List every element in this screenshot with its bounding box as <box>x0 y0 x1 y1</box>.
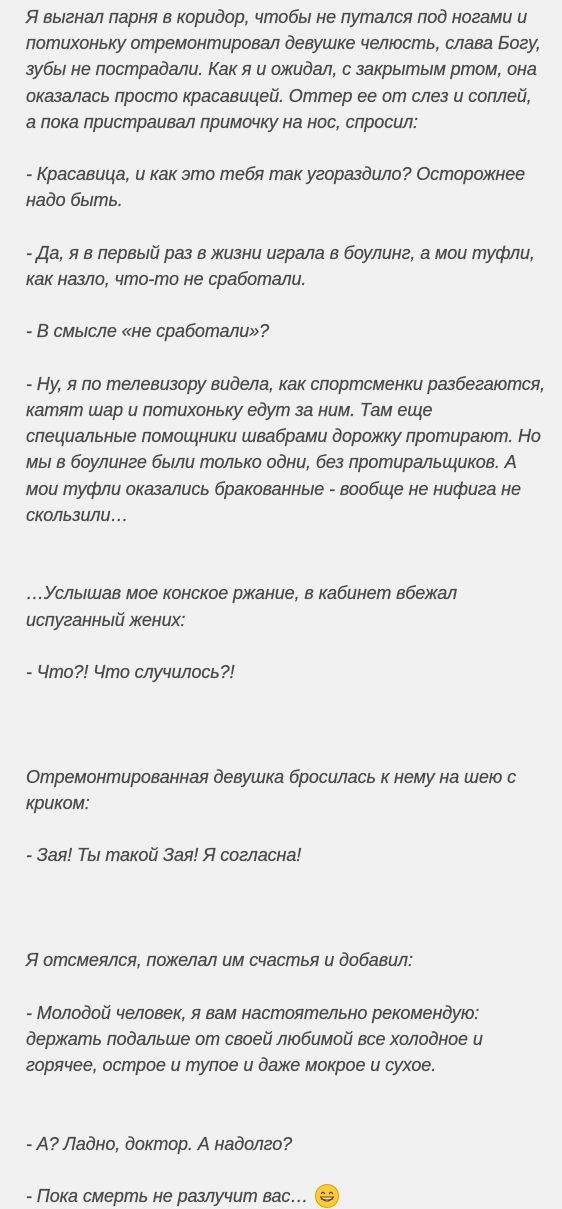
dialogue-line: - Зая! Ты такой Зая! Я согласна! <box>26 845 302 866</box>
story-text <box>26 4 546 1209</box>
paragraph-groom-question: - А? Ладно, доктор. А надолго? <box>26 1133 293 1154</box>
final-line: - Пока смерть не разлучит вас… <box>26 1186 309 1206</box>
paragraph-doctor-clarify: - В смысле «не сработали»? <box>26 321 270 342</box>
paragraph-intro: Я выгнал парня в коридор, чтобы не путался под ногами и потихоньку отремонтировал девушке челюсть, слава Богу, зубы не пострадали. Как я и ожидал, с закрытым ртом, она оказалась просто красавицей. Оттер ее от слез и соплей, а пока пристраивал примочку на нос, спросил: <box>26 7 541 132</box>
grinning-face-icon <box>314 1183 340 1209</box>
paragraph-final <box>26 1183 546 1209</box>
paragraph-girl-answer: - Да, я в первый раз в жизни играла в боулинг, а мои туфли, как назло, что-то не сработали. <box>26 242 535 289</box>
dialogue-line: - Молодой человек, я вам настоятельно рекомендую: держать подальше от своей любимой все холодное и горячее, острое и тупое и даже мокрое и сухое. <box>26 1002 483 1076</box>
paragraph-girl-hugs <box>26 738 546 895</box>
narration-line: Отремонтированная девушка бросилась к нему на шею с криком: <box>26 766 516 813</box>
dialogue-line: - Что?! Что случилось?! <box>26 662 235 682</box>
paragraph-girl-explanation: - Ну, я по телевизору видела, как спортсменки разбегаются, катят шар и потихоньку едут за ним. Там еще специальные помощники швабрами дорожку протирают. Но мы в боулинге были только одни, без протиральщиков. А мои туфли оказались бракованные - вообще не нифига не скользили… <box>26 373 546 525</box>
narration-line: Я отсмеялся, пожелал им счастья и добавил: <box>26 950 413 971</box>
narration-line: …Услышав мое конское ржание, в кабинет вбежал испуганный жених: <box>26 583 458 630</box>
paragraph-doctor-question: - Красавица, и как это тебя так угораздило? Осторожнее надо быть. <box>26 164 526 211</box>
paragraph-doctor-advice <box>26 921 546 1104</box>
paragraph-groom-enters <box>26 554 546 711</box>
